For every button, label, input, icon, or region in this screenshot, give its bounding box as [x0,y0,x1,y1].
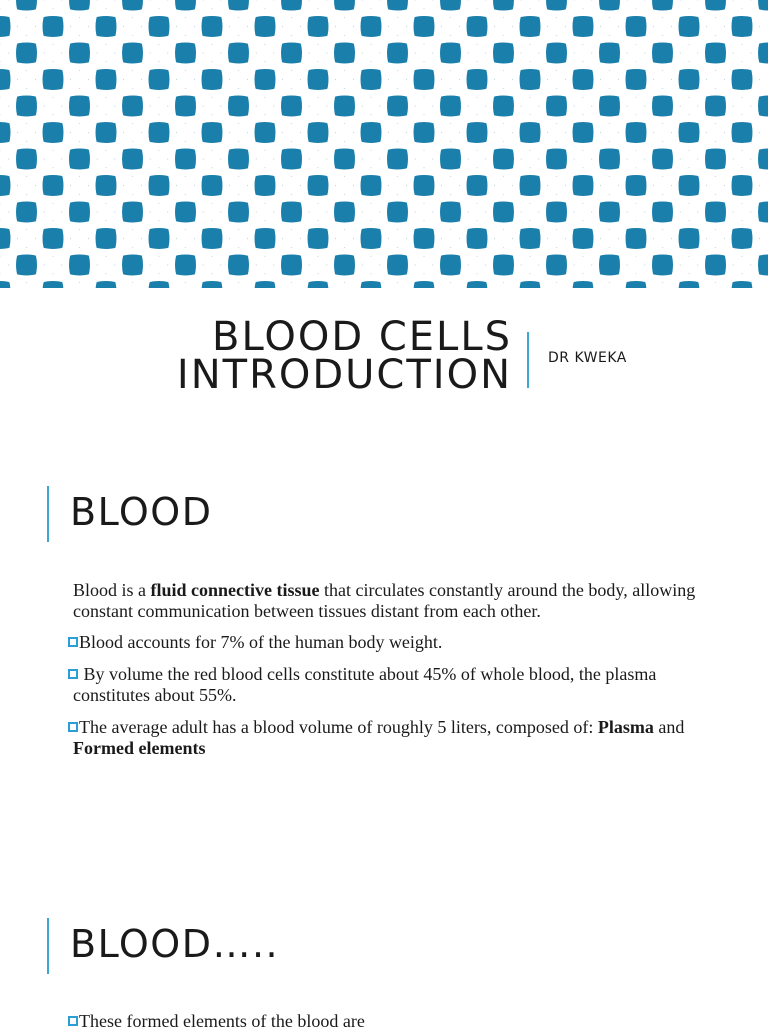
bullet-bold-text: Formed elements [73,738,206,758]
section-heading-blood-cont: BLOOD….. [70,922,280,966]
bullet-item [73,1011,713,1032]
bullet-text: Blood accounts for 7% of the human body weight. [79,632,443,652]
title-divider [527,332,529,388]
section-accent-bar [47,486,49,542]
section-heading-blood: BLOOD [70,490,213,534]
intro-bold-text: fluid connective tissue [150,580,320,600]
slide-title-line2: INTRODUCTION [176,352,512,398]
checkbox-bullet-icon [68,722,78,732]
checkbox-bullet-icon [68,669,78,679]
intro-paragraph [73,580,713,622]
checkbox-bullet-icon [68,637,78,647]
bullet-item [73,717,713,759]
decorative-banner [0,0,768,288]
bullet-bold-text: Plasma [597,717,654,737]
slide-title [0,314,512,398]
bullet-text: and [653,717,685,737]
section-accent-bar [47,918,49,974]
blood-cont-body [73,1011,713,1032]
circle-pattern [0,0,768,288]
intro-text: Blood is a [73,580,151,600]
checkbox-bullet-icon [68,1016,78,1026]
bullet-text: The average adult has a blood volume of roughly 5 liters, composed of: [79,717,598,737]
intro-text-end: that circulates constantly around the body, allowing constant communication between tissues distant from each other. [73,580,696,621]
author-name: DR KWEKA [548,350,627,366]
bullet-text: By volume the red blood cells constitute about 45% of whole blood, the plasma constitutes about 55%. [73,664,657,705]
bullet-text: These formed elements of the blood are [79,1011,365,1031]
blood-body [73,580,713,759]
bullet-item [73,632,713,653]
bullet-item [73,664,713,706]
slide-title-line1: BLOOD CELLS [212,314,512,360]
